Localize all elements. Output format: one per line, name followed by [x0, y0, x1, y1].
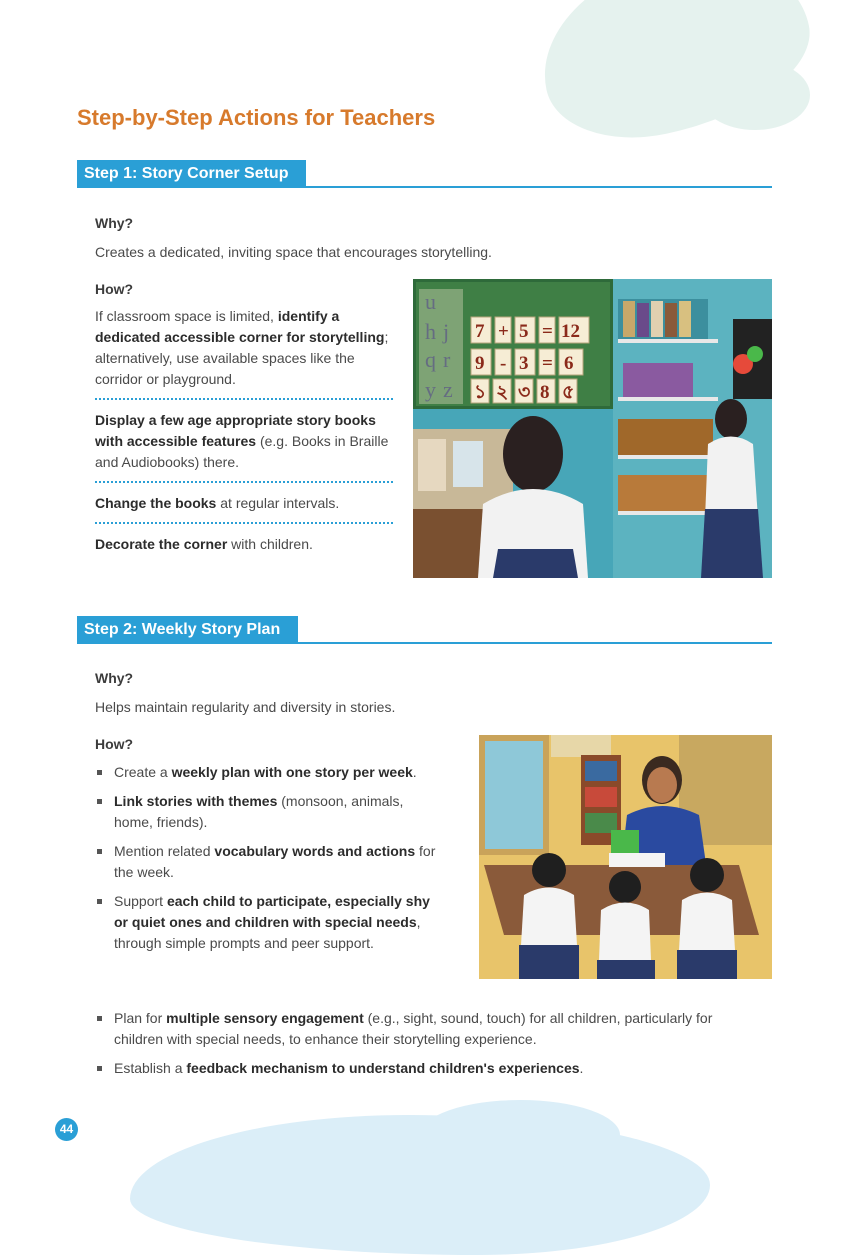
- chart-number: 6: [564, 353, 574, 374]
- chart-letter: j: [443, 319, 450, 344]
- chart-letter: u: [425, 289, 436, 314]
- chart-number: 9: [475, 353, 485, 374]
- step1-how-item: Change the books at regular intervals.: [95, 493, 393, 524]
- list-item: Support each child to participate, especially shy or quiet ones and children with special needs, through simple prompts and peer support.: [95, 891, 445, 954]
- step1-how-list: [95, 306, 393, 573]
- step2-title: Step 2: Weekly Story Plan: [77, 616, 298, 644]
- step2-header: [77, 616, 772, 646]
- chart-number: +: [498, 321, 509, 342]
- step1-rule: [77, 186, 772, 188]
- chart-number: =: [542, 321, 553, 342]
- chart-letter: r: [443, 347, 451, 372]
- decorative-cloud-bottom-small: [420, 1100, 620, 1170]
- list-item: Plan for multiple sensory engagement (e.g., sight, sound, touch) for all children, particularly for children with special needs, to enhance their storytelling experience.: [95, 1008, 765, 1050]
- chart-number: ১: [474, 382, 487, 403]
- step2-why-text: Helps maintain regularity and diversity in stories.: [95, 699, 396, 715]
- step1-why-label: Why?: [95, 215, 134, 231]
- chart-number: 5: [519, 321, 529, 342]
- chart-number: =: [542, 353, 553, 374]
- step2-how-list: [95, 762, 445, 962]
- teacher-children-illustration: [479, 735, 772, 979]
- step1-title: Step 1: Story Corner Setup: [77, 160, 306, 188]
- storytelling-illustration: [479, 735, 772, 979]
- step1-header: [77, 160, 772, 190]
- chart-number: ২: [496, 382, 509, 403]
- story-corner-illustration: [413, 279, 772, 578]
- decorative-leaf-top-small: [700, 60, 810, 130]
- chart-letter: z: [443, 377, 453, 402]
- list-item: Establish a feedback mechanism to understand children's experiences.: [95, 1058, 765, 1079]
- step1-how-label: How?: [95, 281, 134, 297]
- step2-how-label: How?: [95, 736, 134, 752]
- page-number: 44: [55, 1118, 78, 1141]
- step1-why-text: Creates a dedicated, inviting space that encourages storytelling.: [95, 244, 492, 260]
- chart-number: 8: [540, 382, 550, 403]
- page-title: Step-by-Step Actions for Teachers: [77, 105, 436, 130]
- step2-why-label: Why?: [95, 670, 134, 686]
- list-item: Create a weekly plan with one story per week.: [95, 762, 445, 783]
- list-item: Mention related vocabulary words and actions for the week.: [95, 841, 445, 883]
- step1-how-item: Decorate the corner with children.: [95, 536, 313, 552]
- chart-number: 7: [475, 321, 485, 342]
- story-corner-photo: [413, 279, 772, 578]
- chart-letter: q: [425, 347, 436, 372]
- chart-letter: h: [425, 319, 436, 344]
- chart-letter: y: [425, 377, 436, 402]
- step2-rule: [77, 642, 772, 644]
- chart-number: -: [500, 353, 507, 374]
- chart-number: 3: [519, 353, 529, 374]
- step2-how-list-wide: [95, 1008, 765, 1087]
- step1-how-item: If classroom space is limited, identify a dedicated accessible corner for storytelling; alternatively, use available spaces like the corridor or playground.: [95, 306, 393, 400]
- list-item: Link stories with themes (monsoon, animals, home, friends).: [95, 791, 445, 833]
- chart-number: ৫: [562, 382, 575, 403]
- chart-number: ৩: [518, 382, 531, 403]
- chart-number: 12: [561, 321, 580, 342]
- step1-how-item: Display a few age appropriate story books with accessible features (e.g. Books in Braille and Audiobooks) there.: [95, 410, 393, 483]
